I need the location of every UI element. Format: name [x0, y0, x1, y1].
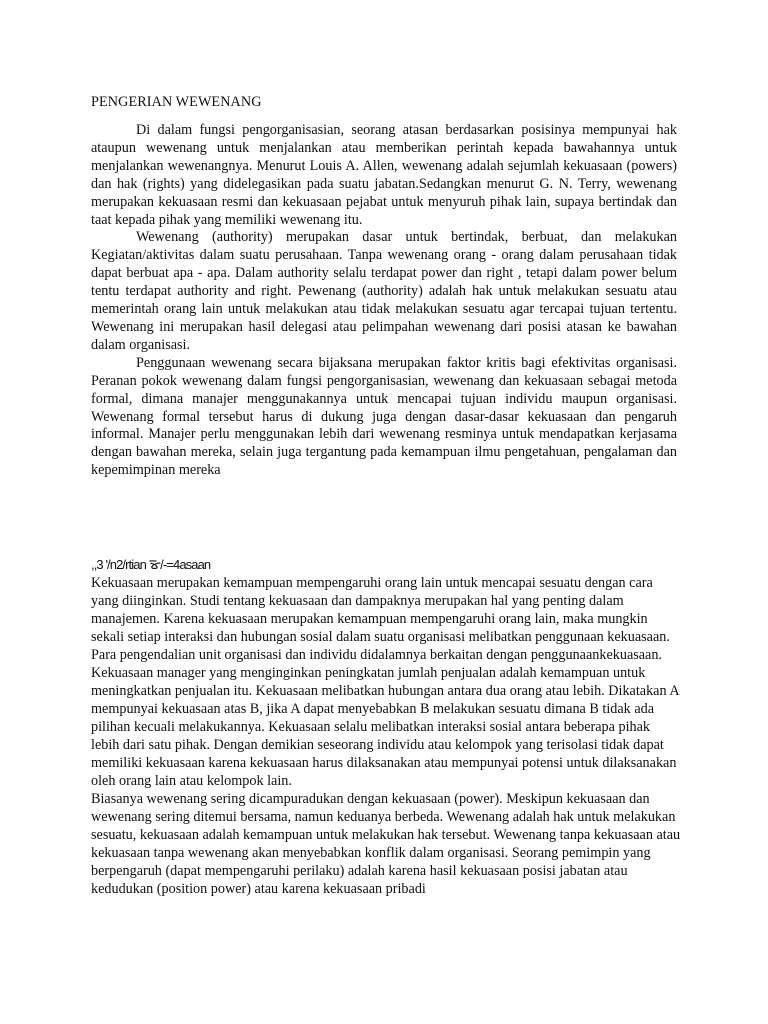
- section-kekuasaan: [91, 574, 681, 898]
- paragraph-authority: Wewenang (authority) merupakan dasar untuk bertindak, berbuat, dan melakukan Kegiatan/aktivitas dalam suatu perusahaan. Tanpa wewenang orang - orang dalam perusahaan tidak dapat berbuat apa - apa. Dalam authority selalu terdapat power dan right , tetapi dalam power belum tentu terdapat authority and right. Pewenang (authority) adalah hak untuk melakukan sesuatu atau memerintah orang lain untuk melakukan atau tidak melakukan sesuatu agar tercapai tujuan tertentu. Wewenang ini merupakan hasil delegasi atau pelimpahan wewenang dari posisi atasan ke bawahan dalam organisasi.: [91, 229, 677, 353]
- paragraph-wewenang-vs-kekuasaan: Biasanya wewenang sering dicampuradukan dengan kekuasaan (power). Meskipun kekuasaan dan wewenang sering ditemui bersama, namun keduanya berbeda. Wewenang adalah hak untuk melakukan sesuatu, kekuasaan adalah kemampuan untuk melakukan hak tersebut. Wewenang tanpa kekuasaan atau kekuasaan tanpa wewenang akan menyebabkan konflik dalam organisasi. Seorang pemimpin yang berpengaruh (dapat mempengaruhi perilaku) adalah karena hasil kekuasaan posisi jabatan atau kedudukan (position power) atau karena kekuasaan pribadi: [91, 791, 681, 897]
- paragraph-penggunaan-wewenang: Penggunaan wewenang secara bijaksana merupakan faktor kritis bagi efektivitas organisasi. Peranan pokok wewenang dalam fungsi pengorganisasian, wewenang dan kekuasaan sebagai metoda formal, dimana manajer menggunakannya untuk mencapai tujuan individu maupun organisasi. Wewenang formal tersebut harus di dukung juga dengan dasar-dasar kekuasaan dan pengaruh informal. Manajer perlu menggunakan lebih dari wewenang resminya untuk mendapatkan kerjasama dengan bawahan mereka, selain juga tergantung pada kemampuan ilmu pengetahuan, pengalaman dan kepemimpinan mereka: [91, 354, 677, 479]
- document-heading: PENGERIAN WEWENANG: [91, 94, 262, 110]
- section-wewenang: [91, 122, 677, 480]
- paragraph-wewenang-definition: Di dalam fungsi pengorganisasian, seorang atasan berdasarkan posisinya mempunyai hak ataupun wewenang untuk menjalankan atau memberikan perintah kepada bawahannya untuk menjalankan wewenangnya. Menurut Louis A. Allen, wewenang adalah sejumlah kekuasaan (powers) dan hak (rights) yang didelegasikan pada suatu jabatan.Sedangkan menurut G. N. Terry, wewenang merupakan kekuasaan resmi dan kekuasaan pejabat untuk menyuruh pihak lain, supaya bertindak dan taat kepada pihak yang memiliki wewenang itu.: [91, 122, 677, 228]
- section-heading-kekuasaan: ,,3 '/n2/rtian ᯊ/-=4asaan: [91, 557, 211, 572]
- paragraph-kekuasaan-manager: Kekuasaan manager yang menginginkan peningkatan jumlah penjualan adalah kemampuan untuk meningkatkan penjualan itu. Kekuasaan melibatkan hubungan antara dua orang atau lebih. Dikatakan A mempunyai kekuasaan atas B, jika A dapat menyebabkan B melakukan sesuatu dimana B tidak ada pilihan kecuali melakukannya. Kekuasaan selalu melibatkan interaksi sosial antara beberapa pihak lebih dari satu pihak. Dengan demikian seseorang individu atau kelompok yang terisolasi tidak dapat memiliki kekuasaan karena kekuasaan harus dilaksanakan atau mempunyai potensi untuk dilaksanakan oleh orang lain atau kelompok lain.: [91, 665, 679, 789]
- paragraph-kekuasaan-definition: Kekuasaan merupakan kemampuan mempengaruhi orang lain untuk mencapai sesuatu dengan cara yang diinginkan. Studi tentang kekuasaan dan dampaknya merupakan hal yang penting dalam manajemen. Karena kekuasaan merupakan kemampuan mempengaruhi orang lain, maka mungkin sekali setiap interaksi dan hubungan sosial dalam suatu organisasi melibatkan penggunaan kekuasaan. Para pengendalian unit organisasi dan individu didalamnya berkaitan dengan penggunaankekuasaan.: [91, 575, 670, 663]
